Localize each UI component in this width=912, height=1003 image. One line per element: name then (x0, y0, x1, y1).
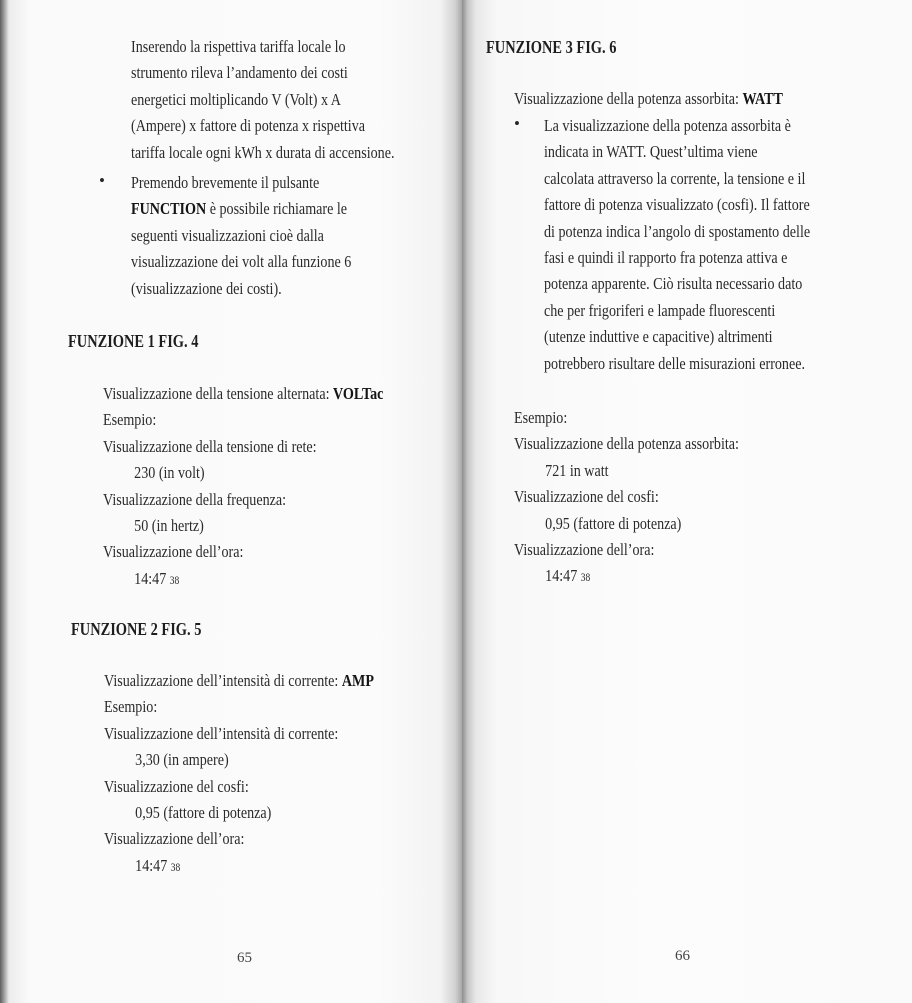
function-button-label: FUNCTION (131, 199, 207, 219)
bullet-line: calcolata attraverso la corrente, la tensione e il (544, 168, 806, 188)
section-title-unit: AMP (341, 671, 374, 690)
bullet-symbol: • (514, 114, 520, 133)
time-seconds: 38 (580, 572, 591, 585)
section-heading-f2: FUNZIONE 2 FIG. 5 (71, 619, 202, 639)
section-body-f1 (103, 381, 383, 594)
bullet-line: indicata in WATT. Quest’ultima viene (544, 142, 758, 162)
section-title (104, 668, 374, 694)
section-title-unit: VOLTac (333, 384, 384, 403)
bullet-paragraph (131, 170, 351, 302)
bullet-paragraph (544, 113, 810, 377)
bullet-line: seguenti visualizzazioni cioè dalla (131, 225, 324, 245)
time-hm: 14:47 (545, 566, 578, 586)
example-label: Esempio: (514, 408, 568, 427)
bullet-line: (utenze induttive e capacitive) altrimenti (544, 327, 773, 347)
right-page (462, 0, 912, 1003)
time-seconds: 38 (169, 574, 180, 587)
time-value (103, 566, 383, 594)
intro-line: tariffa locale ogni kWh x durata di accensione. (131, 142, 395, 162)
display-label: Visualizzazione del cosfi: (104, 776, 249, 796)
display-value: 3,30 (in ampere) (135, 750, 229, 770)
display-value: 230 (in volt) (134, 463, 205, 483)
section-title-text: Visualizzazione dell’intensità di corrente: (104, 671, 342, 690)
bullet-line: visualizzazione dei volt alla funzione 6 (131, 252, 352, 272)
section-title-unit: WATT (742, 89, 783, 108)
bullet-line: (visualizzazione dei costi). (131, 278, 282, 298)
display-value: 0,95 (fattore di potenza) (135, 803, 272, 823)
display-label: Visualizzazione della tensione di rete: (103, 436, 317, 456)
intro-line: (Ampere) x fattore di potenza x rispettiva (131, 116, 366, 136)
display-label: Visualizzazione dell’ora: (514, 540, 655, 560)
section-heading-f3: FUNZIONE 3 FIG. 6 (486, 37, 617, 57)
time-value (514, 563, 739, 591)
page-number: 66 (675, 948, 690, 964)
display-label: Visualizzazione della potenza assorbita: (514, 434, 739, 454)
intro-paragraph (131, 34, 395, 166)
intro-line: Inserendo la rispettiva tariffa locale lo (131, 37, 346, 56)
time-hm: 14:47 (134, 568, 167, 588)
section-body-f2 (104, 668, 374, 881)
bullet-line: La visualizzazione della potenza assorbita è (544, 116, 791, 135)
example-block-f3 (514, 405, 739, 592)
example-label: Esempio: (103, 410, 157, 430)
display-value: 721 in watt (545, 460, 609, 480)
section-title (514, 86, 783, 112)
display-label: Visualizzazione del cosfi: (514, 487, 659, 507)
section-title-f3 (514, 86, 783, 112)
example-label: Esempio: (104, 697, 158, 717)
display-label: Visualizzazione dell’intensità di corrente: (104, 723, 339, 743)
bullet-symbol: • (99, 171, 105, 190)
section-title-text: Visualizzazione della tensione alternata: (103, 384, 334, 403)
display-value: 50 (in hertz) (134, 516, 204, 536)
bullet-line-rest: è possibile richiamare le (206, 199, 348, 219)
bullet-line: di potenza indica l’angolo di spostamento delle (544, 221, 811, 241)
bullet-line: fasi e quindi il rapporto fra potenza attiva e (544, 248, 788, 268)
section-title (103, 381, 383, 407)
bullet-line (131, 196, 351, 222)
section-heading-f1: FUNZIONE 1 FIG. 4 (68, 331, 199, 351)
bullet-line: Premendo brevemente il pulsante (131, 173, 320, 192)
time-value (104, 853, 374, 881)
section-title-text: Visualizzazione della potenza assorbita: (514, 89, 743, 108)
intro-line: strumento rileva l’andamento dei costi (131, 63, 348, 83)
bullet-line: potrebbero risultare delle misurazioni erronee. (544, 353, 806, 373)
time-seconds: 38 (170, 861, 181, 874)
display-label: Visualizzazione dell’ora: (104, 829, 245, 849)
page-number: 65 (237, 950, 252, 966)
time-hm: 14:47 (135, 855, 168, 875)
bullet-line: fattore di potenza visualizzato (cosfi). Il fattore (544, 195, 810, 215)
display-value: 0,95 (fattore di potenza) (545, 513, 682, 533)
display-label: Visualizzazione dell’ora: (103, 542, 244, 562)
display-label: Visualizzazione della frequenza: (103, 489, 287, 509)
bullet-line: potenza apparente. Ciò risulta necessario dato (544, 274, 803, 294)
bullet-line: che per frigoriferi e lampade fluorescenti (544, 300, 776, 320)
intro-line: energetici moltiplicando V (Volt) x A (131, 89, 341, 109)
